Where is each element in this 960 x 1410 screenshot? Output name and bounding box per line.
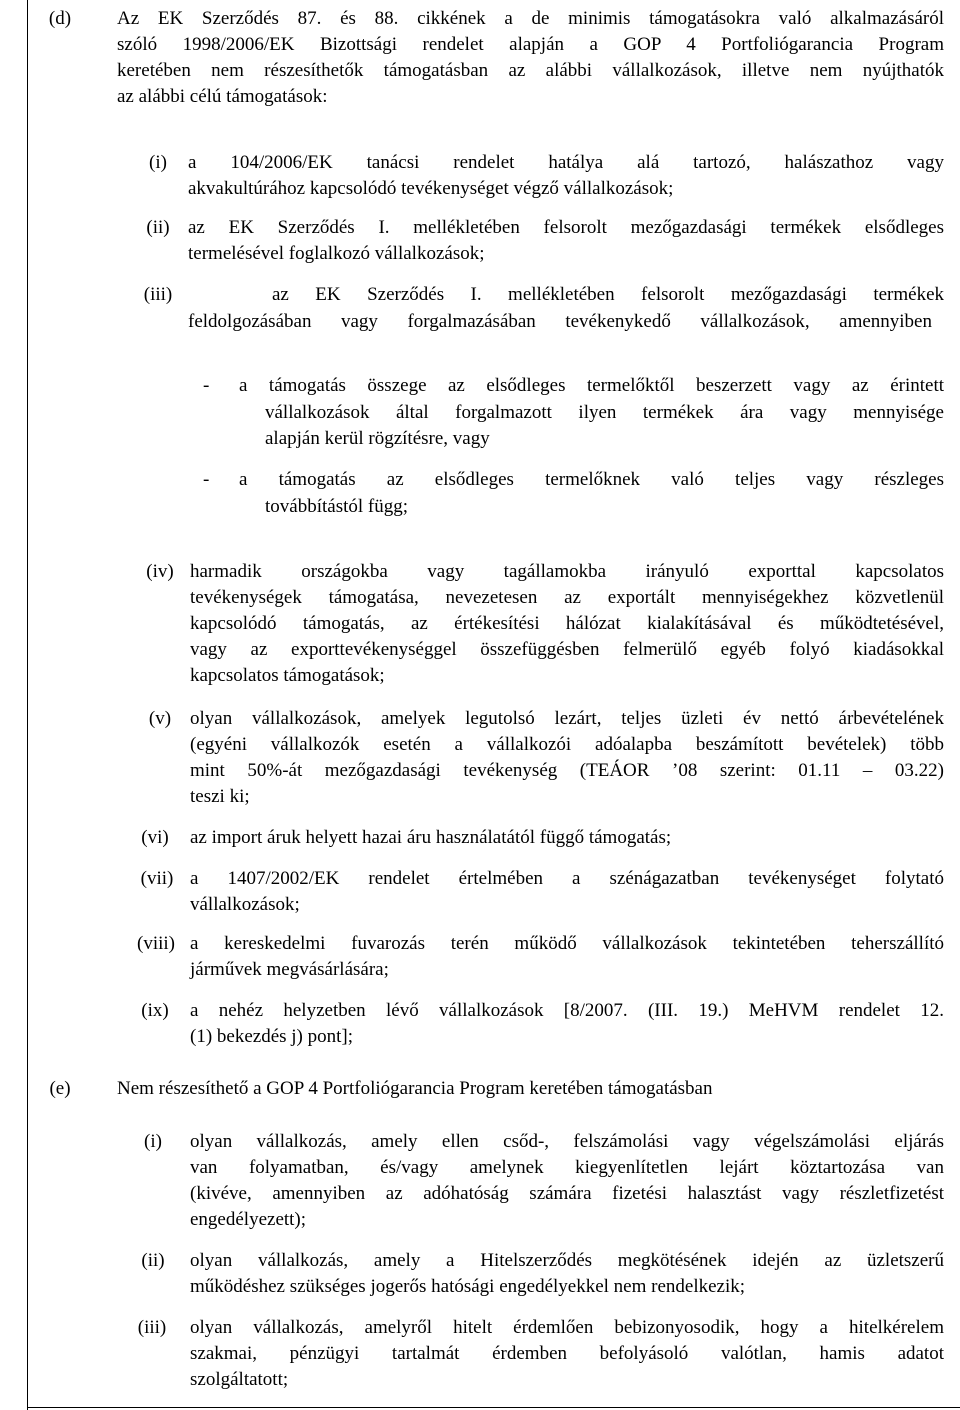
item-number: (v) <box>148 708 172 729</box>
item-line: harmadik országokba vagy tagállamokba irányuló exporttal kapcsolatos <box>190 561 944 582</box>
item-line: a 1407/2002/EK rendelet értelmében a szénágazatban tevékenységet folytató <box>190 868 944 889</box>
item-line: az EK Szerződés I. mellékletében felsorolt mezőgazdasági termékek <box>272 284 944 305</box>
item-line: feldolgozásában vagy forgalmazásában tevékenykedő vállalkozások, amennyiben <box>188 311 932 332</box>
item-line: a 104/2006/EK tanácsi rendelet hatálya alá tartozó, halászathoz vagy <box>188 152 944 173</box>
item-line: teszi ki; <box>190 786 250 807</box>
item-line: olyan vállalkozás, amelyről hitelt érdemlően bebizonyosodik, hogy a hitelkérelem <box>190 1317 944 1338</box>
dash-line: továbbítástól függ; <box>265 496 409 517</box>
item-number: (vi) <box>141 827 169 848</box>
item-line: kapcsolatos támogatások; <box>190 665 385 686</box>
list-item <box>190 998 944 1050</box>
left-border-line <box>27 0 28 1410</box>
intro-line: szóló 1998/2006/EK Bizottsági rendelet alapján a GOP 4 Portfoliógarancia Program <box>117 34 944 55</box>
list-item <box>190 931 944 983</box>
item-line: szolgáltatott; <box>190 1369 289 1390</box>
item-line: kapcsolódó támogatás, az értékesítési hálózat kialakításával és működtetésével, <box>190 613 944 634</box>
item-line: vagy az exporttevékenységgel összefüggésben felmerülő egyéb folyó kiadásokkal <box>190 639 944 660</box>
list-item <box>190 559 944 689</box>
section-e-label: (e) <box>49 1078 71 1099</box>
item-number: (i) <box>149 152 167 173</box>
item-line: működéshez szükséges jogerős hatósági engedélyekkel nem rendelkezik; <box>190 1276 746 1297</box>
list-item <box>190 706 944 810</box>
item-line: olyan vállalkozások, amelyek legutolsó lezárt, teljes üzleti év nettó árbevételének <box>190 708 944 729</box>
item-number: (iv) <box>146 561 174 582</box>
item-line: szakmai, pénzügyi tartalmát érdemben befolyásoló valótlan, hamis adatot <box>190 1343 944 1364</box>
item-line: akvakultúrához kapcsolódó tevékenységet végző vállalkozások; <box>188 178 674 199</box>
item-line: olyan vállalkozás, amely ellen csőd-, felszámolási vagy végelszámolási eljárás <box>190 1131 944 1152</box>
list-item <box>190 866 944 918</box>
item-line: (kivéve, amennyiben az adóhatóság számára fizetési halasztást vagy részletfizetést <box>190 1183 944 1204</box>
intro-line: Az EK Szerződés 87. és 88. cikkének a de minimis támogatásokra való alkalmazásáról <box>117 8 944 29</box>
item-line: engedélyezett); <box>190 1209 307 1230</box>
dash-line: a támogatás az elsődleges termelőknek való teljes vagy részleges <box>239 469 944 490</box>
item-number: (iii) <box>143 284 173 305</box>
dash-mark: - <box>203 469 210 490</box>
item-line: van folyamatban, és/vagy amelynek kiegyenlítetlen lejárt köztartozása van <box>190 1157 944 1178</box>
section-d-label: (d) <box>48 8 72 29</box>
dash-item <box>265 400 944 452</box>
item-line: (1) bekezdés j) pont]; <box>190 1026 354 1047</box>
intro-line: keretében nem részesíthetők támogatásban az alábbi vállalkozások, illetve nem nyújthatók <box>117 60 944 81</box>
dash-line: a támogatás összege az elsődleges termelőktől beszerzett vagy az érintett <box>239 375 944 396</box>
list-item <box>190 1248 944 1300</box>
item-line: (egyéni vállalkozók esetén a vállalkozói adóalapba beszámított bevételek) több <box>190 734 944 755</box>
item-number: (ix) <box>141 1000 169 1021</box>
list-item <box>190 1129 944 1233</box>
item-number: (viii) <box>137 933 175 954</box>
list-item <box>188 215 944 267</box>
dash-mark: - <box>203 375 210 396</box>
intro-line: az alábbi célú támogatások: <box>117 86 328 107</box>
item-number: (vii) <box>140 868 174 889</box>
item-number: (iii) <box>137 1317 167 1338</box>
item-line: az EK Szerződés I. mellékletében felsorolt mezőgazdasági termékek elsődleges <box>188 217 944 238</box>
list-item <box>190 1315 944 1393</box>
item-line: mint 50%-át mezőgazdasági tevékenység (TEÁOR ’08 szerint: 01.11 – 03.22) <box>190 760 944 781</box>
item-line: járművek megvásárlására; <box>190 959 389 980</box>
item-line: a kereskedelmi fuvarozás terén működő vállalkozások tekintetében teherszállító <box>190 933 944 954</box>
item-line: tevékenységek támogatása, nevezetesen az exportált mennyiségekhez közvetlenül <box>190 587 944 608</box>
section-d-intro <box>117 6 944 110</box>
item-line: olyan vállalkozás, amely a Hitelszerződés megkötésének idején az üzletszerű <box>190 1250 944 1271</box>
item-line: a nehéz helyzetben lévő vállalkozások [8/2007. (III. 19.) MeHVM rendelet 12. <box>190 1000 944 1021</box>
item-number: (ii) <box>141 1250 165 1271</box>
item-number: (ii) <box>146 217 170 238</box>
dash-line: alapján kerül rögzítésre, vagy <box>265 428 490 449</box>
list-item <box>188 150 944 202</box>
bottom-border-line <box>27 1407 960 1408</box>
item-line: az import áruk helyett hazai áru használatától függő támogatás; <box>190 827 672 848</box>
item-number: (i) <box>144 1131 162 1152</box>
item-line: vállalkozások; <box>190 894 300 915</box>
item-line: termelésével foglalkozó vállalkozások; <box>188 243 485 264</box>
dash-line: vállalkozások által forgalmazott ilyen termékek ára vagy mennyisége <box>265 402 944 423</box>
section-e-intro: Nem részesíthető a GOP 4 Portfoliógarancia Program keretében támogatásban <box>117 1078 713 1099</box>
